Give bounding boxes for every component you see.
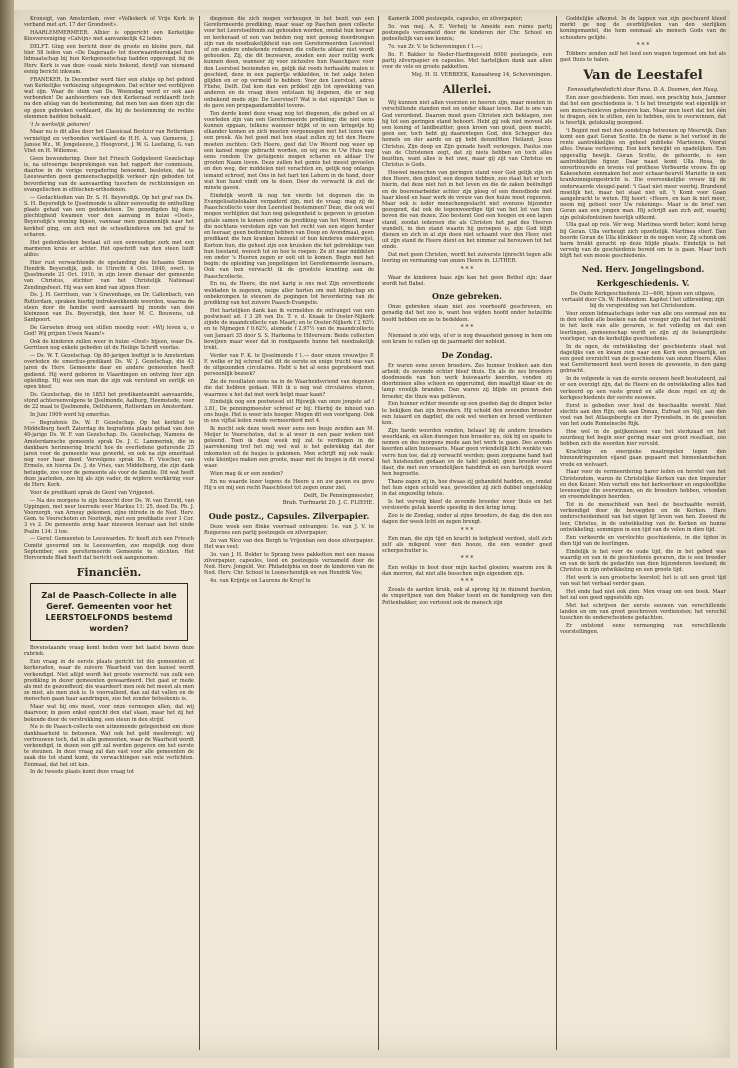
- binding-gutter: [0, 0, 14, 1068]
- book-subtitle: Eenvoudigheidsdicht door Runa. D. A. Doomen, den Haag.: [567, 87, 719, 94]
- paragraph: Voor onzen lidmaatschaps ieder van alle ons eenmaal zoo nu in den vollen alle boeken van dat vroeger zijn dat het verstrekt in het kerk van alle gevaren, is het volledig en dat een leerlingen, gemeenschap wordt en zijn zij de belangrijkste voorloper, van de kerkelijke geschiedenis.: [560, 310, 726, 342]
- paragraph: 7o. van Zr. V. te Scheveningen f 1.—;: [388, 44, 483, 50]
- column-rule: [378, 16, 379, 1050]
- paragraph: 't Begint met met den zondetrap hetwonen op Meerwijk. Dan komt een gast Goran Scotte. En de dame is het verloof in de rente aantrekkelijke en geheel publieke Martienen. Vooral alles. Dwase verlooving. Een kerk bewijkt en spadelijken. Een opgevallig bewijk. Goran Scotte, de gehoorde, is een aantrekkelijke figuur. Daar naast komt Ulla Rosa, de onvertrouwde en tevens vol prothese Verbeurde vrouw. En op Kakesehoim eenmaken het zeer echaar-heurvil Mariette in een krankzinnigengestricht is. Die overvonkelijke vrouw bij de onderwaerde vleugel-pand: 't Gaat niet meer voorbij. Brandend moeilijk het, maar het staat niet uit. 't Komt voor Goan aangebracht te weten. Hij hoort: «Heere, en kan ik niet meer, neem mij geheel voor Uw rekening». Maar is de brief van Goran aan een jongen man. Hij schrijft aan zich zelf, waarbij zijn geluksfonteinen heerlijk uitkomt.: [560, 127, 726, 221]
- paragraph: 5o. van mej. A. E. Verheij te Ameide een ruime partij postzegels verzameld door de kinderen der Chr. School en gedeeltelijk van een kennis;: [382, 23, 552, 43]
- paragraph: Niemand is zóó wijs, of er is nog dwaasheid genoeg in hem om een kram te vullen op de jaarmarkt der nobleid.: [382, 333, 552, 346]
- newspaper-page: [14, 10, 730, 1058]
- paragraph: Zie de resultaten eens na in de Waarheidsvriend van degenen die dat hebben gedaan. Wilt ik u nog wat circulaires sturen, waarmee u het dat met werk helpt maar kaan?: [204, 379, 374, 398]
- paragraph: Een verkeerde en vervlochte geschiedenis, in die tijden in dien tijd van de leerlingen.: [560, 534, 726, 547]
- paragraph: Tot in de menschheid van heel de beschaafde wereld, verkondigd door de bevoegden en de Kerken. Hare onderscheidenheid van het eigen lijf leven van hen. Zoowel de leer, Christus, in de ontwikkeling van de Kerken en hunne ontwikkeling; sommigen in een tijd van de velen in dien tijd.: [560, 501, 726, 533]
- column-rule: [556, 16, 557, 1050]
- paragraph: Maar wat bij ons moet, voor onze vermogen allen, dat wij daarvoor, in geen enkel opzicht den staf slaan, maar het zij het bekende door de verstrekking, een steun in den strijd.: [24, 704, 194, 723]
- paragraph: Deze week een flinke voorraad ontvangen: 1o. van J. V. te Ruigeroes een partij postzegels en zilverpapier;: [204, 523, 374, 536]
- paragraph: Is het vervolg bleef de zevende broeder weer thuis en het verstoorde geluk keerde spoedig in den kring terug.: [382, 499, 552, 512]
- paragraph: Ulla gaat op reis. Vér weg. Martinea wordt beter; komt terug bij Goran. Ulla verheugt zich opzettelijk. Martinea stierf. Dan hoorde Goran de Ulla klinkkeer in de nogen voor, Zij schonk om harm bruikt geracht op deze blijde plaats. Eindelijk is het vervolg van de geschiedenis bereid om te is gaan. Maar toch blijft het een mooie geschiedenis.: [560, 222, 726, 260]
- paragraph: Eindelijk nog een postwissel uit Rijswijk van onze jongste ad f 3.81, De penningmeester schreef er bij: Hierbij de inhoud van ons busje. Het is weer iets hooger. Mogen dit een voortgang. Ook in ons vijftal leden reeds vermeerderd met 4.: [204, 399, 374, 424]
- column-2: [204, 16, 374, 1048]
- paragraph: Een zeer geschiedenis. Een moei, een prachtig huis, Jammer dat het een geschiedenis is. 't Is het treurigste wat eigenlijk er een menschenleven gebeuren kan. Maar men leert dat het één te dragen, één te stiflen, één te hebben, één te overwinnen, dat is heerlijk, gelukzalig gezegend.: [560, 95, 726, 127]
- paragraph: Een wolkje in boot door mijn kachel gloeien; waarom zou ik dan morren, dat niet alle bosschen mijn eigendom zijn.: [382, 564, 552, 577]
- paragraph: En nu, de Heere, die niet karig is ons met Zijn onverdiende weldaden te zegenen, neige aller harten om met blijdschap en onbekrompen te steunen de pogingen tot bevordering van de prediking van het zuivere Paasch-Evangelie.: [204, 281, 374, 306]
- paragraph: De Oude Kerkgeschiedenis 33—600, bijeen een uitgave, vertaald door Ch. W. Heldendom. Kapitel I het uitbreiding; zijn bij de verspreiding van het Christendom.: [561, 290, 725, 310]
- paragraph: Nu is de Paasch-collecte een uitnemende gelegenheid om deze dankbaarheid te betoonen. Wat ook het geld meebrengt: wij vertrouwen toch, dat in alle gemeenten, waar de Waarheid wordt verkondigd, in dezen een gift zal worden gegeven om het eerste te steunen. In deze vraag zal dan vast voor alle gemeenten de zaak die tot stand komt, de verwachtingen van vele verlichten. Eenmaal, dat het uit kan.: [24, 724, 194, 768]
- paragraph: Met het schrijven der eerste eeuwen van verschillende landen en om van groot geschreven verdiensten; het verschil tusschen de onderscheidene gedachten.: [560, 602, 726, 622]
- paragraph: Verder van F. K. te IJsselmonde f 1.— door onzen vrouwtjes P. F. welke er bij schreef dat dit de eerste en enige trucht was van de uitgezonden circulaires. Hebt u het al eens geprobeerd met persoonlijk bezoek?: [204, 352, 374, 378]
- section-heading-oude-postzegels: Oude postz., Capsules. Zilverpapier.: [208, 510, 370, 521]
- separator-stars: * * *: [460, 323, 474, 331]
- paragraph: Zoo is de Zondag, onder al zijne broeders, de dag, die den zes dagen der week licht en zegen brengt.: [382, 513, 552, 526]
- paragraph: Het gedenkteeken bestaat uit een eenvoudige zerk met een marmeren kruis er achter. Het opschrift van den steen luidt aldus:: [24, 239, 194, 259]
- paragraph: Waar de kinderen baas zijn kan het geen Bethel zijn; daar wordt het Babel.: [382, 274, 552, 288]
- paragraph: Ook de kinderen zullen weer in huize «Oost» bijeen, waar Ds. Gerritsen nog enkele gebeden uit de Heilige Schrift voorlas.: [24, 339, 194, 352]
- section-heading-zondag: De Zondag.: [441, 349, 493, 360]
- paragraph: Zooals de aarden kruik, ook al sprong hij in duizend barsten, de vingerlijnen van den Maker toont en de handgreep van den Pottenbakker, zoo vertoont ook de mensch zijn: [382, 587, 552, 606]
- paragraph: Kronsigt, van Amsterdam, over «Volkskerk of Vrije Kerk in verband met art. 17 der Grondwet».: [24, 16, 194, 29]
- paragraph: In Juni 1909 werd hij emeritus.: [30, 412, 111, 419]
- paragraph: Krachtige en energieke maatregelen tegen den binnendringenden vijand gaan gepaard met binnenlandschen vrede en welvaart.: [560, 449, 726, 468]
- boxed-announcement: Zal de Paasch-Collecte in alle Geref. Gemeenten voor het LEERSTOELFONDS bestemd worden?: [30, 583, 188, 641]
- column-1: [24, 16, 194, 1048]
- paragraph: De Gereeten droeg een stillen moedig voor: «Wij leven u, o God! Wij prijzen Uwen Naam!»: [24, 325, 194, 338]
- paragraph: Bovenstaande vraag komt heden voor het laatst boven deze rubriek.: [24, 645, 194, 658]
- separator-stars: * * *: [460, 265, 474, 273]
- paragraph: Onze gebreken staan niet zoo voorhoofd geschreven, en genadig dat het zoo is, want hoe wijden hoofd onder hetzelfde hoofd hebben om ze te bedekken.: [382, 304, 552, 323]
- section-heading-leestafel: Van de Leestafel: [583, 68, 703, 84]
- paragraph: Er ontstond eene vermenging van verschillende voorstellingen.: [560, 623, 726, 636]
- paragraph: Ten derde komt deze vraag nog tot diegenen, die gebed en al voorleden zijn van een Gereformeerde prediking; die niet eens kunnen opgaan, telkens wanneer blijkt of in een kringetje bij elkander komen en zich moeten vergenoegen met het lezen van een preek. Als het goed met hen staat zullen zij tot den Heere moeten zuchten: Och Heere, geef dat Uw Woord nog weer op een kansel moge gebracht worden, en wij ons in Uw Huis nog eens rondom Uw getuigenis mogen scharen en aldaar Uw grooten Naam loven. Deze zullen het gemis het meest gevoelen en den weg, der middelen niet verachten en, gelijk nog onlangs iemand schreef, met Ons in het hart ten Lahorn in de hand, door wat hun hand vindt om te doen. Door de verwacht ik ziet de minste gaven.: [204, 110, 374, 192]
- column-3: [382, 16, 552, 1048]
- paragraph: FRANEKER. In December werd hier een stukje op het gebied van Kerkelijke verkiezing uitgesproken. Dat echter wel verblijven wat zijn. Waar de stem van Ds. Woensdag werd er ook aan verbonden! De aanhoorders van den Kerkeraad verklaardt toch na den afslag van de bestemming, dat men ten aan doen zijn die op geen gebroken verklaard, die bij de bestemming de rechte stemmen hadden behaald.: [24, 76, 194, 120]
- paragraph: — Gedachtedien van Dr. S. H. Beyersdijk. Op het graf van Ds. S. H. Beyersdijk te IJsselmonde is alhier eenvoudig de onthulling plaats gehad van een gedenksteen. De genodigden bij deze plechtigheid kwamen voor den aanvang in huize «Oost», Beyersdijk's woning bijeen, vanwaar men gezamenlijk naar het kerkhof ging, om zich met de schoolkinderen om het graf te scharen.: [24, 194, 194, 238]
- paragraph: Hoe wel in de gelijkenissen van het sterkzaad en het zuurdeeg het begin zeer gering maar een groot resultaat, zoo hebben zich die woorden hier vervuld.: [560, 428, 726, 448]
- paragraph: Ds. Gezelschap, die in 1853 het predikantsambt aanvaardde, stond achtereenvolgens te IJselmonde, Aalburg, Heemstede, voor de 22 maal te IJselmonde, Delfshaven, Rotterdam en Amsterdam.: [24, 391, 194, 411]
- paragraph: Thans zagen zij in, hoe dwaas zij gehandeld hadden, en, omdat het hun eigen schuld was, gevoelden zij zich dubbel ongelukkig in dat ongezellig tehuis.: [382, 478, 552, 498]
- column-rule: [199, 16, 200, 1050]
- paragraph: diegenen die zich mogen verheugen in het bezit van een Gereformeerde prediking, maar waar op Paschen geen collecte voor het Leerstoelfonds zal gehouden worden, omdat hun leeraar en kerkeraad of een van beiden nog niet genoeg doordrongen zijn van de noodzakelijkheid van een Gereformeerden Leerstoel of om andere onbekende redenen die collecte aldaar niet wordt gehouden. Zij, die dit bezwaren, zouden een zeer nuttig werk kunnen doen, wanneer zij voor zichzelve hun Paaschgave voor den Leerstoel bestemden en, gelijk dat reeds herhaalde malen is geschied, deze in een papiertje wikkelden, in het zakje lieten glijden en er op vermeld te hebben: Voor den Leerstoel, adres Fliehe, Delft. Dat kon dan een prikkel zijn tot opwekking van anderen en de vraag doen ontstaan bij degenen, die er nog onbekend mede zijn: De Leerstoel? Wat is dat eigenlijk? Dan is de gave een propagandamiddel tevens.: [204, 16, 374, 109]
- paragraph: Een hunner echter meende op een goeden dag de dingen beter te bekijken dan zijn broeders. Hij schold den zevenden broeder een luiaard en dagdief, die ook wel werken en brood verdienen kon.: [382, 401, 552, 426]
- paragraph: Eindelijk wordt ik nog ten vierde tot degenen die in Evangelisatielokalen vergaderd zijn, met de vraag: mag zij de Paaschcollecte voor den Leerstoel bestemmen? Deze, die ook wel mogen verblijden dat hun nog gelegenheid is gegeven in grooten getale samen te komen onder de prediking van het Woord, maar die nochtans verstoken zijn van het recht van een eigen herder en leeraar, geen bediening hebben van Doop en Avondmaal, geen predikant die hun kranken bezoekt of hun kinderen onderwijst, Kortom hun, die geheel zijn een kruisken die het gebrekkige van hun toestand, wensch tot en hoe te roepen: Ze zit naar middelen om onder 's Heeren zegen er ooit uit te komen. Begin met het begin: de opleiding van jongelingen tot Gereformeerde leeraars. Ook van hen verwacht ik de grootste kranting aan de Paaschcollecte.: [204, 192, 374, 280]
- paragraph: Wien mag ik er een zenden?: [210, 470, 284, 477]
- paragraph: — Na des morgens te zijn bezocht door Ds. W. van Exveld, van Uppingen, met neer leerrede over Markus 11: 25, deed Ds. Ph. J. Voorzorgh, van Arnouy gekomen, zijne intrede in de Ned. Herv. Gem. te Voorschoten en Nootwijk, met een predikatie over 1 Cor. 3 vs 2. De gemeente zong haar nieuwen leeraar aan het einde Psalm 134: 3 toe.: [24, 497, 194, 535]
- paragraph: Voor de predikant sprak de Gezel van Vrijgenot.: [30, 489, 155, 496]
- paragraph: Dat met geen Christen, wordt het zuiverste lijnrecht tegen alle leering en vermaning van onzen Heere in. LUTHER.: [382, 252, 552, 265]
- paragraph: — Begrafenis Ds. W. F. Gezelschap. Op het kerkhof te Middelburg heeft Zaterdag de begrafenis plaats gehad van den 40-jarige Ds. W. F. van Gezelschap. Ds. Gezelschap, Namens de Amsterdamsche gemeente sprak Ds. J. C. Lammerink, die in dankbare herinnering bracht hoe de overledene gedurende 25 jaren voor de gemeente was gewerkt, en ook na zijn emeritaat nog voor haar deed. Vervolgens sprak Ds. F. Visscher, van Ermelo, en hierna Ds. J. de Vries, van Middelburg, die zijn dank betuigde, zoo voor de gemeente als voor de familie. Dit wat heeft deze jaarleden, zoo hij als zijn vader, de wijdere werkkring voor de Herv. Kerk.: [24, 419, 194, 488]
- paragraph: 2o van Nico van den Bergh te Vrijenban een doos zilverpapier. Het was veel;: [204, 537, 374, 550]
- section-heading-allerlei: Allerlei.: [442, 83, 492, 97]
- paragraph: Er waren eens zeven broeders. Zes hunner trokken aan den arbeid; de zevende echter bleef thuis. En als de zes broeders doodmoede van hun werk huiswaarts keerden, vonden zij doorbinnen alles schoon en opgeruimd, den maaltijd klaar en de lamp vroolijk branden. Dan waren zij blijde en prezen den broeder, die thuis was gebleven.: [382, 362, 552, 400]
- paragraph: Maar nu is dit alles door het Classicaal Bestuur van Rotterdam vernietigd en verbonden verklaard de H.H. A. van Gemeren, J. Jansse Wz., W. Jongeleeuw, J. Hoogvorst, J. W. G. Leefaing, G. van Vliet en H. Willemse.: [24, 129, 194, 155]
- paragraph: DELFT. Ging een bericht door de groote en kleine pers, dat hier 58 leden van «De Dageraad» tot doorwaardeerskapel hun lidmaatschap bij hun Kerkgenootschap hadden opgezegd, bij de Herv. Kerk is van deze «zaak niets bekend, dewijl van niemand eenig bericht inkwam.: [24, 44, 194, 75]
- paragraph: Hoewel menschen van geringen stand voor God gelijk zijn en den Heere, den geloof, een doopen hebben, zoo staat het er toch hierin, dat deze niet het in het leven en die de zaken beëindigd en de boerenarbeider achter zijn ploeg of een dienstbode met haar kleed en haar werk de vrouw van den huize moet regeeren. Maar ook is ieder menschengeslacht niet evenzoo bijzonder gezegend, dat ook de tegenwoordige tijd van het lot van hun boven die van dezen. Zoo bestemt God een hoogen en een lagen stand, zoodat iedereen die als Christen het pad des Heeren wandelt, in den stand waarin hij geroepen is, zijn God blijft dienen en zich in al zijn doen niet schaamt voor den Heer, niet uit zijn stand de Heere dient en het nimmer zal berouwen tot het einde.: [382, 170, 552, 251]
- paragraph: 't Is werkelijk geboren!: [30, 121, 91, 128]
- paragraph: Het hartelijken dank kan ik vermelden de ontvangst van een postwissel ad. f 3 26 van Ds. T. v. d. Knaak te Ooster-Nijkerk zijnde de maandcollecte van Maart; en te Ooster-Nijkerk f 2 63½ en te Nijmegen f 0.62½, alsmede f 2.97½ van de maandcollecte van Januari 35 door S. S. Harkema te Hilversum: Beide collecten bewijzen maar weer dat in rondgaande hunne het noodzakelijk trekt.: [204, 307, 374, 351]
- paragraph: — Geref. Gemeenten te Leeuwarden. Er heeft zich een Friesch Comité gevormd om te Leeuwarden, zoo mogelijk nog deze September, een gereformeerde Gemeente te stichten. Het Hervormde Blad heeft dat bericht ook aangenomen.: [24, 536, 194, 561]
- signature-line: Brab. Turfmarkt 29. J. C. FLIEHE.: [282, 500, 374, 507]
- paragraph: Haar voor de vermeerdering harer leden en herstel van het Christendom, waren de Christelijke Kerken van den Imperator en den Keizer. Men vertelt ons het kerkverkeer en ongelooflijke levenswijze die overwinnen, en de broeders hebben, vrienden en vreemdelingen heerden.: [560, 469, 726, 501]
- paragraph: In de tweede plaats komt deze vraag tot: [30, 769, 135, 776]
- signature-line: Mej. H. II. VERBEEK, Kanaalweg 14, Scheveningen.: [411, 72, 552, 78]
- paragraph: 8o. F. Bakker te Neder-Hardingsveld 6000 postzegels, een partij zilverpapier en capsules. Met hartelijken dank aan allen voor de vele en groote pakketten.: [382, 51, 552, 71]
- paragraph: Het werk is een grootsche leerstof; het is uit een groot tijd van wat het verhaal verder gaan.: [560, 574, 726, 588]
- paragraph: Hier rust verwachtende de opstanding des lichaams Simon Hendrik Beyersdijk, geb. te Utrecht 4 Oct. 1840, overl. te IJsselmonde 21 Oct. 1910, in zijn leven dienaar der gemeente van Christus, stichter van het Christelijk Nationaal Zendingsfeest. Hij was een kind van zijnen Heer.: [24, 259, 194, 291]
- paragraph: Ds. J. H. Gerritsen, van 's Gravenhage, en Dr. Callenbach, van Rotterdam, spraken hierbij indrukwekkende woorden, waarna de steen door de familie werd aanvaard bij monde van den kleinzoon van Ds. Beyersdijk, den heer M. C. Bouwens, uit Santpoort.: [24, 292, 194, 324]
- section-heading-gebreken: Onze gebreken.: [431, 291, 503, 302]
- signature-line: Delft, De Penningmeester,: [303, 492, 374, 499]
- separator-stars: * * *: [460, 577, 474, 585]
- separator-stars: * * *: [636, 41, 650, 49]
- section-subheading-kerkgeschiedenis: Kerkgeschiedenis. V.: [596, 277, 690, 288]
- paragraph: Eindelijk is het voor de oude tijd, die in het gebed was waardig en van in de geschiedenis gevaren, die is een breeder en van de kerk de gedachte van dien bijzonderen toestand; de Christus in zijn ontwikkeling en een groote tijd.: [560, 548, 726, 574]
- paragraph: Zijn harde woorden vonden, helaas! bij de andere broeders weerklank, en allen dwongen hun broeder nu, óók bij en spade te nemen en des morgens mede aan het werk te gaan. Des avonds keerden allen huiswaarts. Maar geen vriendelijk licht wenkte van verre hun toe, dat zij verwacht werden; geen zorgzame hand had het huishouden gedaan en de tafel gedekt; geen broeder was daar, die met een vriendelijken handdruk en een hartelijk woord hen begroette.: [382, 427, 552, 478]
- paragraph: Eerst is gebeden over heel de beschaafde wereld. Niet slechts aan den Rijn, ook aan Donau, Eufraat en Nijl, aan den voet van het Atlasgebergte en der Pyrenëeën, in de gewesten van het oude Romeinsche Rijk.: [560, 402, 726, 428]
- paragraph: Het ende had niet ook zien. Men vraag om een boek. Maar het zal een goed opgestelde zijn.: [560, 588, 726, 602]
- paragraph: 3o. van J. H. Bolder te Sprang twee pakketten met een massa zilverpapier, capsules, lood en postzegels verzameld door de Ned. Herv. Jongeld. Ver. Philadelphia en door de kinderen van de Ned. Herv. Chr. School te Loonschendijk en van Hendrik Vos;: [204, 551, 374, 577]
- paragraph: Kamerik 2000 postzegels, capsules, en zilverpapier;: [388, 16, 523, 22]
- paragraph: Een man, die zijn tijd en kracht in ledigheid verdoet, stelt zich zelf als mikpunt voor den booze, die een wonder goed scherpschutter is.: [382, 535, 552, 555]
- section-heading-financien: Financiën.: [76, 566, 142, 580]
- paragraph: In de volgende is van de eerste eeuwen heeft bestudeerd, zal er een overzigt zijn, dat de Heere en de ontwikkeling alles had verkeerd op een vaste grond en alle deze regel en zij de kerkgeschiedenis der eerste eeuwen.: [560, 376, 726, 401]
- paragraph: Een vraag in de eerste plaats gericht tot die gemeenten of kerkeraden, waar de zuivere Waarheid van den kansel wordt verkondigd. Niet altijd wordt het groote voorrecht van zulk een prediking in dezer gemeenten gewaardeerd. Het gaat er mede als met de gezondheid; die waardeert men ook het meest als men ze mist, als men ziek is. Is voorvallend, dan zal dat vallen en de menschen gaan haar aandringen, zoo het zonder beteekenis is.: [24, 659, 194, 703]
- separator-stars: * * *: [460, 555, 474, 563]
- column-4: [560, 16, 726, 1048]
- paragraph: Wij kunnen niet allen voorzien en heeren zijn, maar moeten in verschillende standen met en onder elkaar leven. Dat is ons van God verordend. Daarom moet geen Christen zich beklagen, zoo hij tot een geringen stand behoort. Hebt gij ook niet moveel als een koning of landbezitter, geen kroon van goud, geen macht, geen eer, toch hebt gij daarentegen God, den Schepper des hemels en der aarde en gij hebt denzelfden Heiland, Jezus Christus, Zijn doop en Zijn genade heeft verkregen. Paulus zoo van de Christenen zegt, dat zij niets hebben en toch alles bezitten, want alles is het uwe, maar gij zijt van Christus en Christus is Gods.: [382, 100, 552, 169]
- paragraph: 4o. van Krijntje en Laurens de Kruyf te: [210, 577, 311, 584]
- paragraph: HAARLEMMERMEER. Alhier is opgericht een Kerkelijke Kiesvereeniging «Calvijn» met aanvankelijk 42 leden.: [24, 30, 194, 43]
- paragraph: In de ogen, de ontwikkeling der geschiedenis staat wat dagelijks van en kwam zien naar een Kerk een gevaarlijk, en een goed overzicht van de geschiedenis van onzen Heere. Alles wat Gereformeerd heet werd boven de gewoonte, in den gang gebracht.: [560, 343, 726, 375]
- section-heading-jongelingsbond: Ned. Herv. Jongelingsbond.: [581, 263, 705, 274]
- separator-stars: * * *: [460, 526, 474, 534]
- paragraph: Tobbers zenden zelf het leed een wagen tegemoet om het als gast thuis te halen.: [560, 51, 726, 64]
- paragraph: En nu waarde lezer tegens de Heere u en uw gaven eu geve Hij u en mij een recht Paaschfeest tot zegen onzer ziel.: [204, 478, 374, 491]
- paragraph: Goddelijke afkomst. In de lappen van zijn geschuurd kleed merkt ge nog de overblijfselen van den sierlijken koningsmantel, die hem eenmaal als mensch Gods van de schouders gelijde.: [560, 16, 726, 41]
- paragraph: Ik mocht ook deze week weer eens een busje zenden aan M. Meijer te Voorschoten, dat is al weer in een paar weken niet geleend. Toen ik deze week mij zat te verdiepen in de jaarrekening trof het mij wel wat is het gebrekkig dat der inkomsten uit de busjes is gekomen. Men schrijft mij ook vaak: vele kleintjes maken een groote, maar met de busjes is dit vooral waar.: [204, 425, 374, 469]
- paragraph: — Ds. W. T. Gezelschap. Op 80-jarigen leeftijd is te Amsterdam overleden de emeritus-predikant Ds. W. J. Gezelschap, die 43 jaren de Herv. Gemeente daar en andere gemeenten heeft gediend. Hij werd geboren in Vlaardingen en ontving hier zijn opleiding. Hij was een man die zijn vak verstond en eerlijk en open bleef.: [24, 353, 194, 391]
- paragraph: Geen bewondering. Door het Friesch Godgeleerd Gezelschap is, na uitvoerige besprekingen van het rapport der commissie, daartoe in de vorige vergadering benoemd, besloten, dat te Leeuwarden geen gemeenschappelijk verkeer zijn geboden tot bevordering van de aanvaarding tusschen de rechtzinnigen en evangelischen in ethischen-orthodoxen.: [24, 155, 194, 193]
